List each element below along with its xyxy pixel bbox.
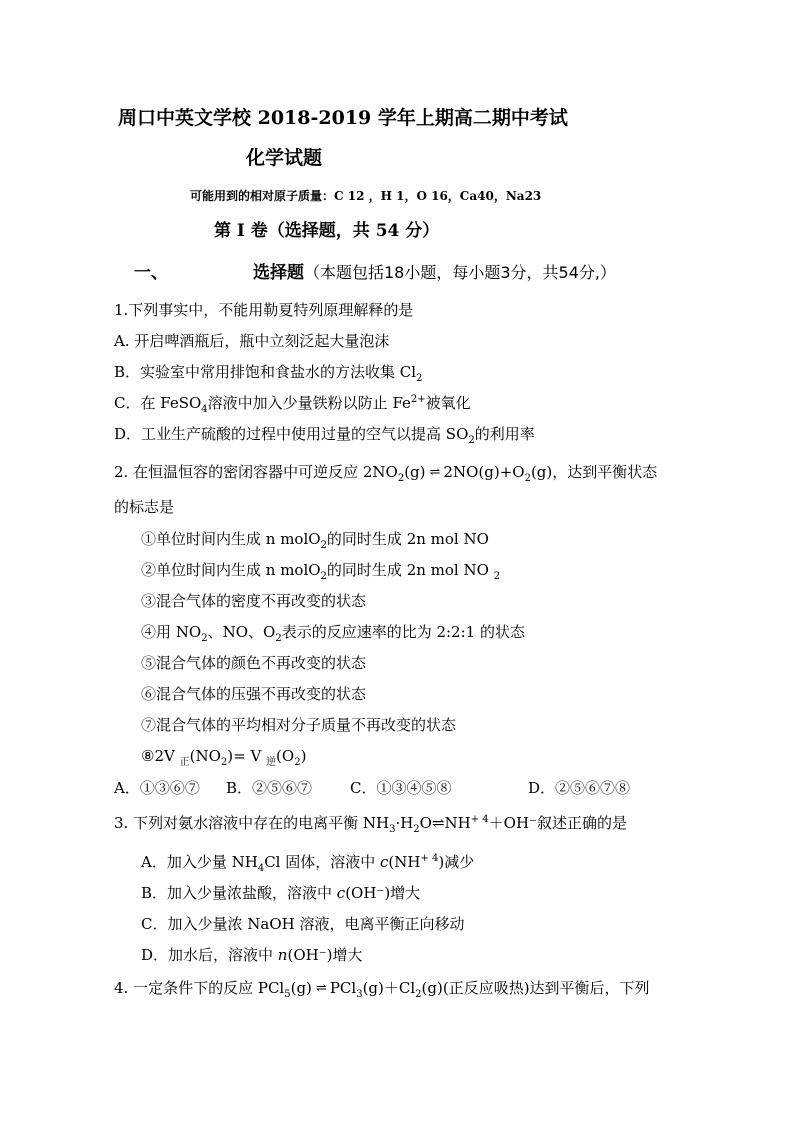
q2-item-2: ②单位时间内生成 n molO$_2$的同时生成 2n mol NO $_2$ <box>141 561 501 582</box>
q1-option-a: A. 开启啤酒瓶后，瓶中立刻泛起大量泡沫 <box>114 332 390 350</box>
section-heading <box>253 263 616 283</box>
q2-item-4: ④用 $NO_2$、NO、$O_2$表示的反应速率的比为 2:2:1 的状态 <box>141 623 525 644</box>
q1-stem: 1.下列事实中，不能用勒夏特列原理解释的是 <box>114 301 414 319</box>
q2-item-7: ⑦混合气体的平均相对分子质量不再改变的状态 <box>141 716 457 734</box>
exam-title: 周口中英文学校 2018-2019 学年上期高二期中考试 <box>118 107 568 129</box>
atomic-masses-note: 可能用到的相对原子质量：C 12 ，H 1，O 16，Ca40，Na23 <box>190 189 542 203</box>
q3-stem: 3. 下列对氨水溶液中存在的电离平衡 $NH_3\cdot H_2O\rightleftharpoons NH^{+ 4}+OH^-$叙述正确的是 <box>114 814 627 835</box>
q2-stem: 2. 在恒温恒容的密闭容器中可逆反应 $2NO_2(g)$ ⇌ $2NO(g)+O_2(g)$，达到平衡状态 <box>114 463 658 484</box>
equilibrium-arrow-icon: ⇌ <box>429 465 440 480</box>
q2-item-8: ⑧2V $_正(NO_2)= V$ $_逆(O_2)$ <box>141 747 307 768</box>
q3-option-a: A．加入少量 $NH_4Cl$ 固体，溶液中 $c(NH^{+ 4})$减少 <box>141 853 475 874</box>
section-number: 一、 <box>134 263 168 283</box>
q2-option-c: C．①③④⑤⑧ <box>350 779 452 797</box>
q3-option-d: D．加水后，溶液中 n(OH⁻)增大 <box>141 946 363 964</box>
q2-option-b: B．②⑤⑥⑦ <box>226 779 313 797</box>
section-note: （本题包括18小题，每小题3分，共54分,） <box>304 263 616 282</box>
q1-option-c: C．在 FeSO$_4$溶液中加入少量铁粉以防止 $Fe^{2+}$被氧化 <box>114 394 471 415</box>
equilibrium-arrow-icon: ⇌ <box>315 981 326 996</box>
q2-option-a: A．①③⑥⑦ <box>114 779 200 797</box>
q2-item-5: ⑤混合气体的颜色不再改变的状态 <box>141 654 367 672</box>
q2-item-1: ①单位时间内生成 n molO$_2$的同时生成 2n mol NO <box>141 530 489 551</box>
q2-item-6: ⑥混合气体的压强不再改变的状态 <box>141 685 367 703</box>
q3-option-c: C．加入少量浓 NaOH 溶液，电离平衡正向移动 <box>141 915 465 933</box>
q2-item-3: ③混合气体的密度不再改变的状态 <box>141 592 367 610</box>
q1-option-b: B．实验室中常用排饱和食盐水的方法收集 $Cl_2$ <box>114 363 423 384</box>
q3-option-b: B．加入少量浓盐酸，溶液中 c(OH⁻)增大 <box>141 884 421 902</box>
q2-option-d: D．②⑤⑥⑦⑧ <box>528 779 631 797</box>
q2-stem-line2: 的标志是 <box>114 498 175 516</box>
q1-option-d: D．工业生产硫酸的过程中使用过量的空气以提高 $SO_2$的利用率 <box>114 425 535 446</box>
volume-heading: 第 I 卷（选择题，共 54 分） <box>214 221 440 241</box>
q4-stem: 4. 一定条件下的反应 PCl$_5$(g) ⇌ $PCl_3(g)+Cl_2(g)$(正反应吸热)达到平衡后，下列 <box>114 979 650 1000</box>
section-title: 选择题 <box>253 263 304 283</box>
exam-subtitle: 化学试题 <box>246 147 323 169</box>
